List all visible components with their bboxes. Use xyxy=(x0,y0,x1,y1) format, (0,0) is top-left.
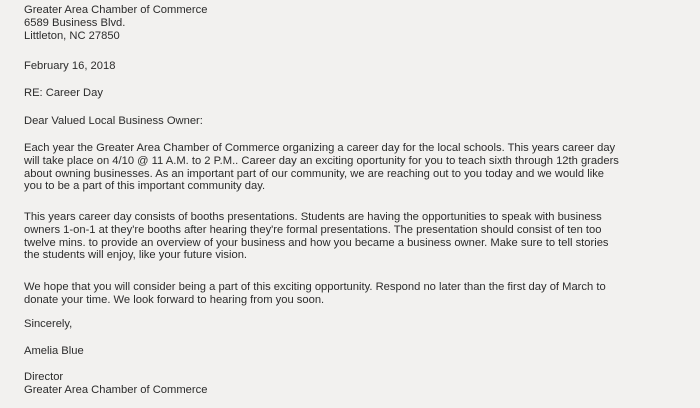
body-paragraph-2 xyxy=(24,211,609,262)
paragraph-line: the students will enjoy, like your future vision. xyxy=(24,249,248,262)
letter-date: February 16, 2018 xyxy=(24,60,116,72)
paragraph-line: owners 1-on-1 at they're booths after hearing they're formal presentations. The presentation should consist of ten too xyxy=(24,223,602,236)
paragraph-line: This years career day consists of booths presentations. Students are having the opportunities to speak with business xyxy=(24,211,602,223)
paragraph-line: twelve mins. to provide an overview of your business and how you became a business owner. Make sure to tell stories xyxy=(24,236,609,249)
body-paragraph-1 xyxy=(24,142,619,193)
paragraph-line: about owning businesses. As an important part of our community, we are reaching out to you today and we would like xyxy=(24,167,605,180)
paragraph-line: Each year the Greater Area Chamber of Commerce organizing a career day for the local schools. This years career day xyxy=(24,142,616,154)
signature-title: Director xyxy=(24,371,64,383)
signature-org: Greater Area Chamber of Commerce xyxy=(24,383,208,396)
paragraph-line: We hope that you will consider being a part of this exciting opportunity. Respond no later than the first day of March to xyxy=(24,281,606,293)
paragraph-line: donate your time. We look forward to hearing from you soon. xyxy=(24,293,325,306)
signature-name: Amelia Blue xyxy=(24,345,84,357)
sender-street: 6589 Business Blvd. xyxy=(24,16,126,29)
paragraph-line: will take place on 4/10 @ 11 A.M. to 2 P.M.. Career day an exciting oportunity for you to teach sixth through 12th graders xyxy=(24,154,619,167)
letter-subject: RE: Career Day xyxy=(24,87,103,99)
sender-address xyxy=(24,4,207,42)
closing: Sincerely, xyxy=(24,318,73,330)
sender-city: Littleton, NC 27850 xyxy=(24,29,120,42)
salutation: Dear Valued Local Business Owner: xyxy=(24,115,203,127)
sender-name: Greater Area Chamber of Commerce xyxy=(24,4,208,16)
paragraph-line: you to be a part of this important community day. xyxy=(24,180,266,193)
body-paragraph-3 xyxy=(24,281,606,307)
signature-block xyxy=(24,371,207,397)
